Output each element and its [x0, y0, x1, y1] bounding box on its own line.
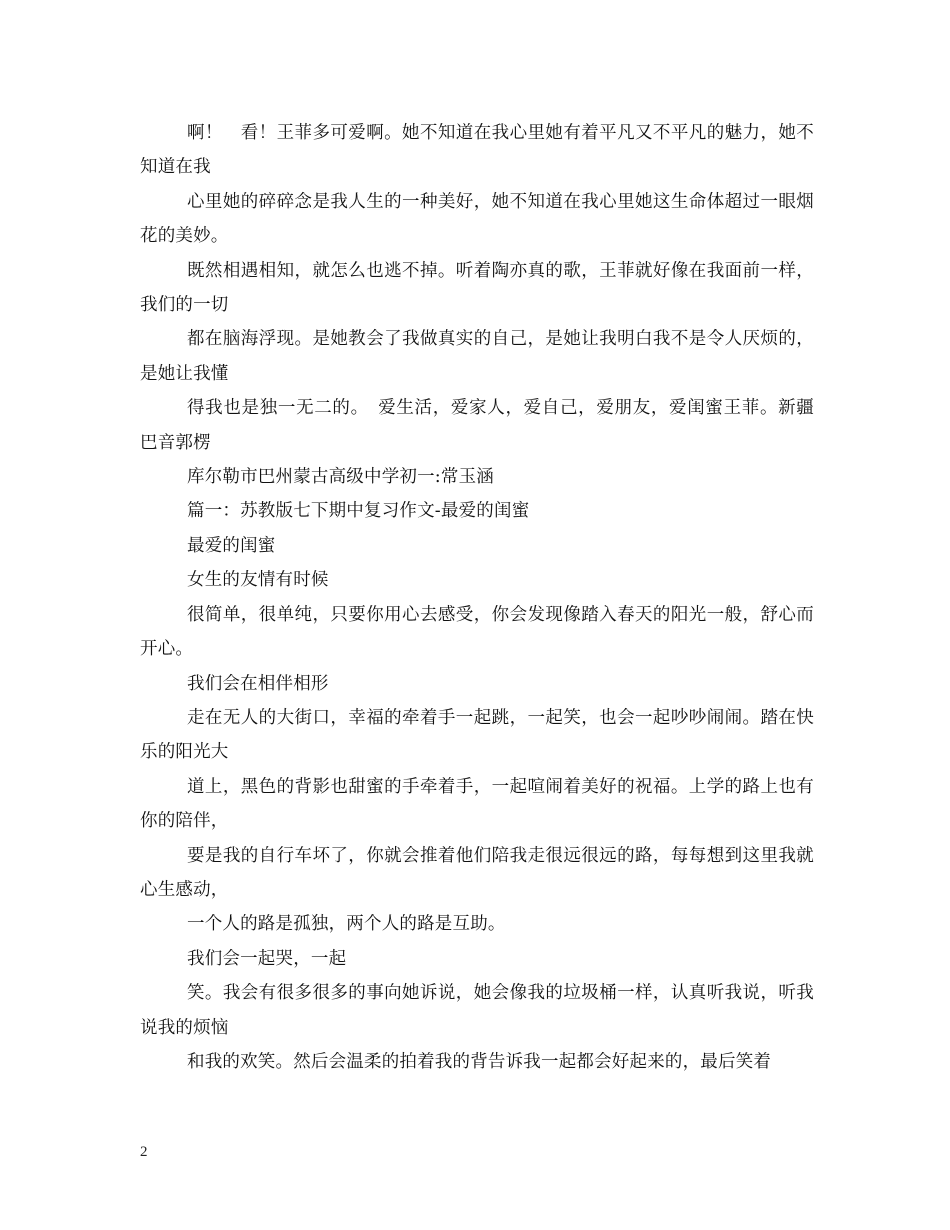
document-body	[140, 116, 814, 1079]
paragraph: 心里她的碎碎念是我人生的一种美好，她不知道在我心里她这生命体超过一眼烟花的美妙。	[140, 191, 814, 247]
paragraph: 一个人的路是孤独，两个人的路是互助。	[187, 914, 506, 935]
paragraph: 啊！ 看！王菲多可爱啊。她不知道在我心里她有着平凡又不平凡的魅力，她不知道在我	[140, 123, 814, 178]
page-number: 2	[140, 1144, 148, 1160]
paragraph: 很简单，很单纯，只要你用心去感受，你会发现像踏入春天的阳光一般，舒心而开心。	[140, 604, 814, 660]
paragraph: 都在脑海浮现。是她教会了我做真实的自己，是她让我明白我不是令人厌烦的，是她让我懂	[140, 329, 814, 384]
paragraph: 最爱的闺蜜	[187, 535, 276, 556]
paragraph: 和我的欢笑。然后会温柔的拍着我的背告诉我一起都会好起来的，最后笑着	[187, 1051, 772, 1072]
paragraph: 得我也是独一无二的。 爱生活，爱家人，爱自己，爱朋友，爱闺蜜王菲。新疆巴音郭楞	[140, 398, 814, 453]
paragraph: 走在无人的大街口，幸福的牵着手一起跳，一起笑，也会一起吵吵闹闹。踏在快乐的阳光大	[140, 707, 814, 763]
paragraph: 要是我的自行车坏了，你就会推着他们陪我走很远很远的路，每每想到这里我就心生感动，	[140, 845, 814, 900]
paragraph: 篇一：苏教版七下期中复习作文-最爱的闺蜜	[187, 501, 530, 522]
paragraph: 道上，黑色的背影也甜蜜的手牵着手，一起喧闹着美好的祝福。上学的路上也有你的陪伴，	[140, 776, 814, 832]
paragraph: 我们会在相伴相形	[187, 673, 329, 694]
paragraph: 我们会一起哭，一起	[187, 948, 347, 969]
paragraph: 库尔勒市巴州蒙古高级中学初一:常玉涵	[187, 467, 494, 488]
paragraph: 女生的友情有时候	[187, 570, 329, 591]
paragraph: 既然相遇相知，就怎么也逃不掉。听着陶亦真的歌，王菲就好像在我面前一样，我们的一切	[140, 260, 814, 316]
paragraph: 笑。我会有很多很多的事向她诉说，她会像我的垃圾桶一样，认真听我说，听我说我的烦恼	[140, 983, 814, 1038]
